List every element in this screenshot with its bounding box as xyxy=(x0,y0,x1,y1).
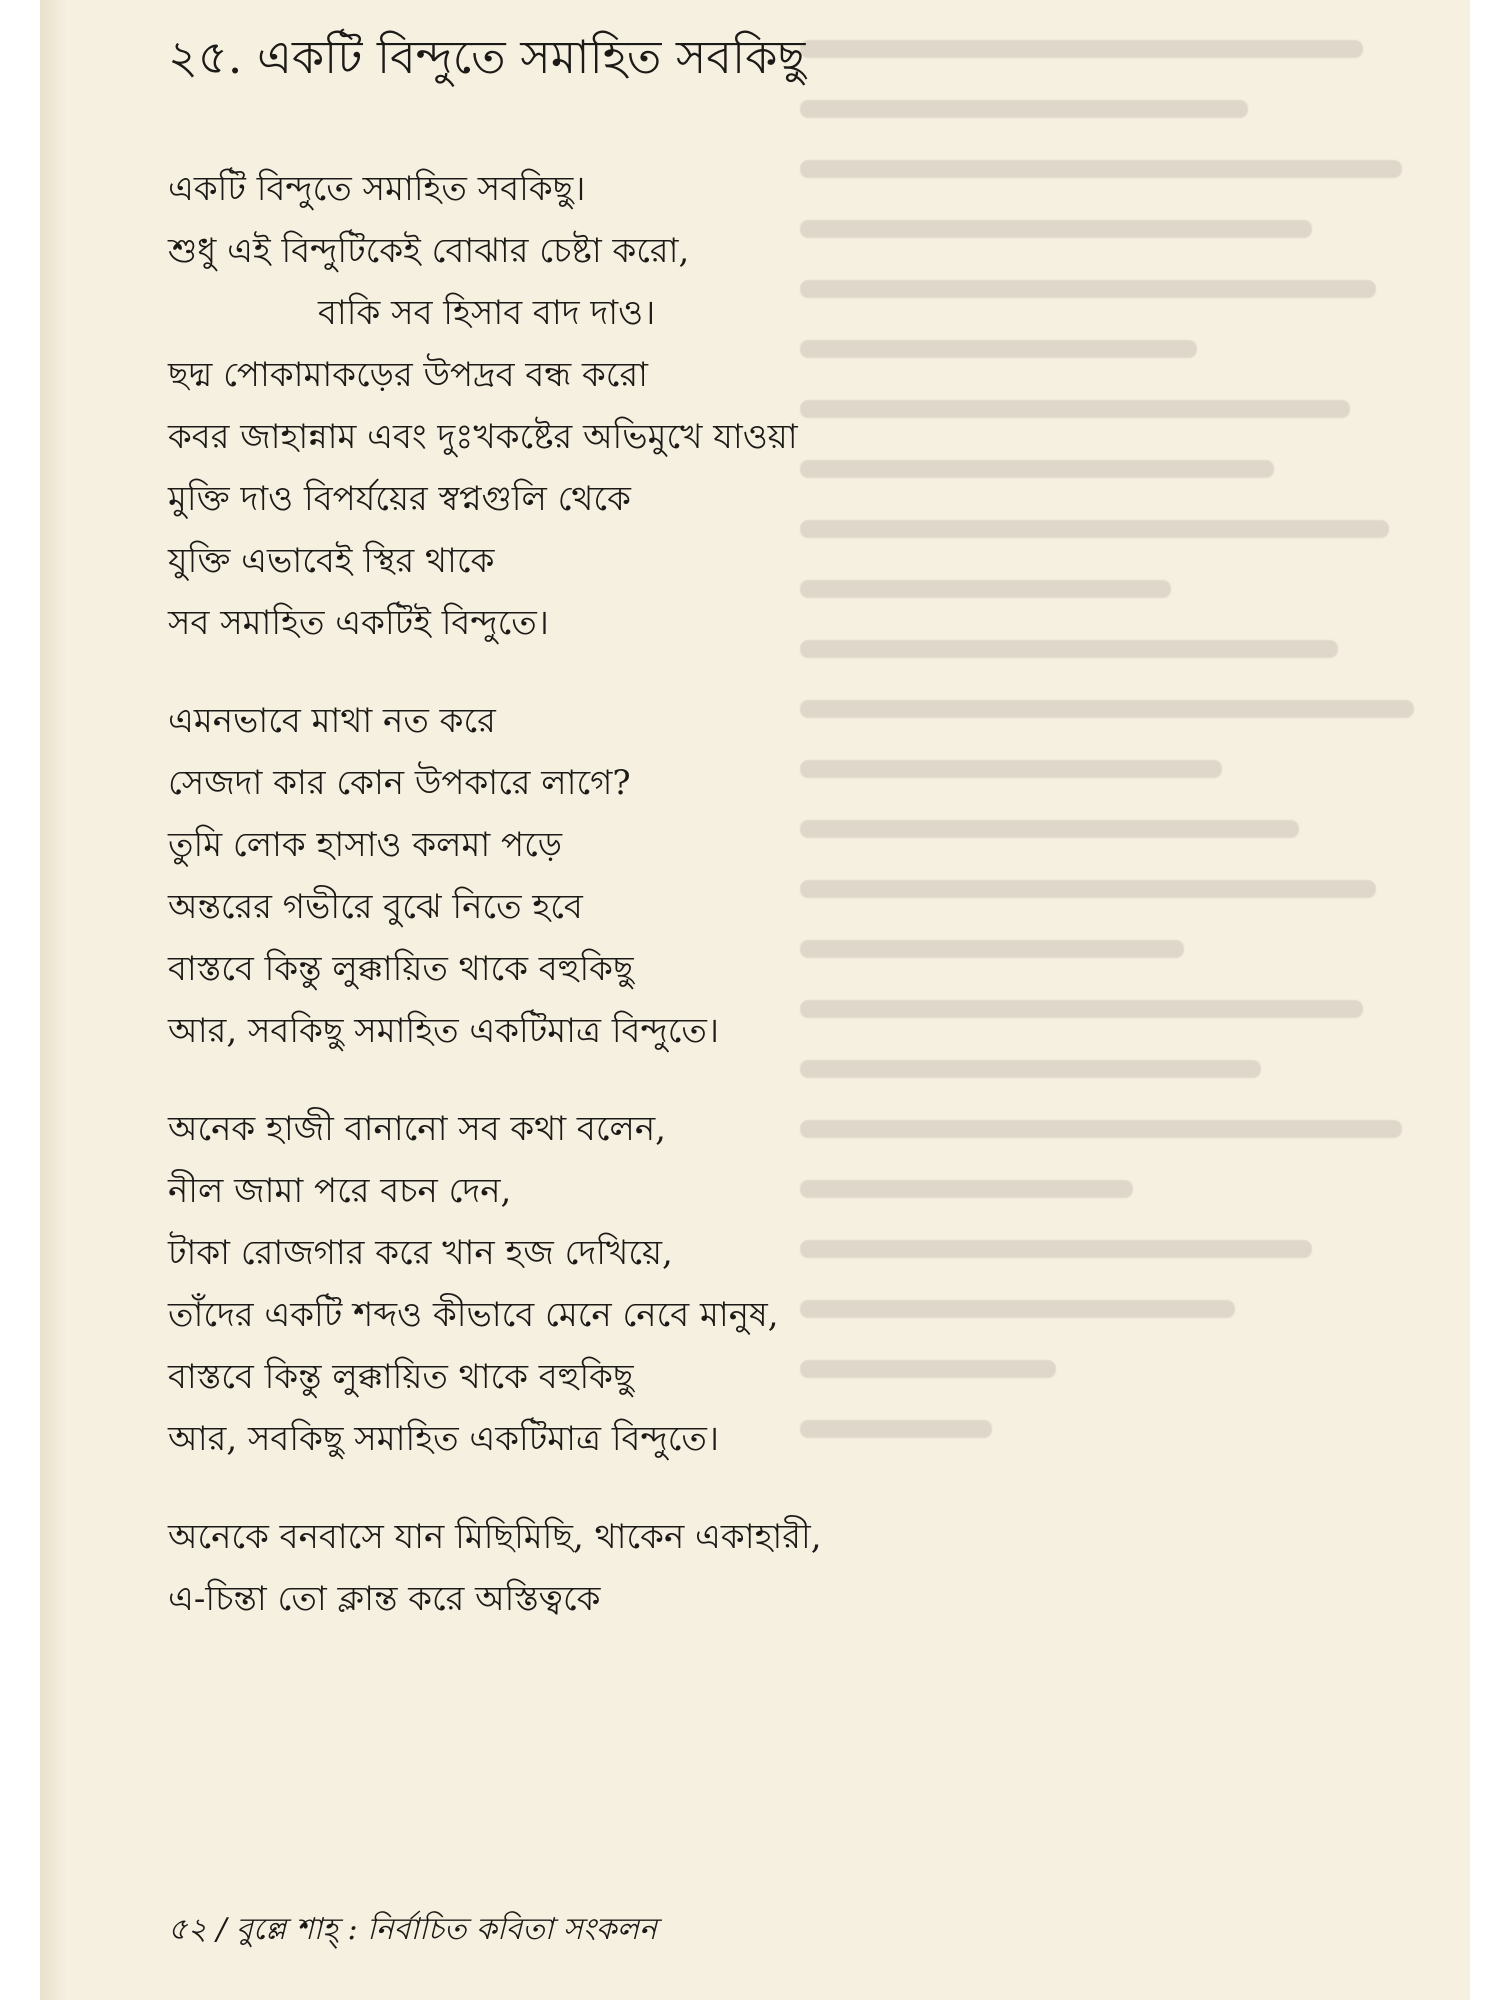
poem-line-indented: বাকি সব হিসাব বাদ দাও। xyxy=(318,293,656,333)
poem-line: যুক্তি এভাবেই স্থির থাকে xyxy=(168,541,495,581)
poem-line: আর, সবকিছু সমাহিত একটিমাত্র বিন্দুতে। xyxy=(168,1419,720,1459)
poem-line: ছদ্ম পোকামাকড়ের উপদ্রব বন্ধ করো xyxy=(168,355,649,395)
poem-line: টাকা রোজগার করে খান হজ দেখিয়ে, xyxy=(168,1233,673,1273)
poem-line: আর, সবকিছু সমাহিত একটিমাত্র বিন্দুতে। xyxy=(168,1011,720,1051)
poem-line: কবর জাহান্নাম এবং দুঃখকষ্টের অভিমুখে যাওয়া xyxy=(168,417,798,457)
poem-line: নীল জামা পরে বচন দেন, xyxy=(168,1171,512,1211)
poem-title: ২৫. একটি বিন্দুতে সমাহিত সবকিছু xyxy=(168,30,806,84)
poem-line: বাস্তবে কিন্তু লুক্কায়িত থাকে বহুকিছু xyxy=(168,949,634,989)
poem-line: অনেকে বনবাসে যান মিছিমিছি, থাকেন একাহারী, xyxy=(168,1517,822,1557)
poem-line: তাঁদের একটি শব্দও কীভাবে মেনে নেবে মানুষ, xyxy=(168,1295,779,1335)
page-footer: ৫২ / বুল্লে শাহ্ : নির্বাচিত কবিতা সংকলন xyxy=(168,1912,657,1947)
stanza-3 xyxy=(168,1098,1418,1470)
poem-line: এমনভাবে মাথা নত করে xyxy=(168,701,496,741)
poem-content xyxy=(168,22,1418,1666)
poem-line: সব সমাহিত একটিই বিন্দুতে। xyxy=(168,603,549,643)
stanza-2 xyxy=(168,690,1418,1062)
poem-line: বাস্তবে কিন্তু লুক্কায়িত থাকে বহুকিছু xyxy=(168,1357,634,1397)
book-page xyxy=(40,0,1470,2000)
poem-line: তুমি লোক হাসাও কলমা পড়ে xyxy=(168,825,563,865)
poem-line: অনেক হাজী বানানো সব কথা বলেন, xyxy=(168,1109,666,1149)
poem-line: মুক্তি দাও বিপর্যয়ের স্বপ্নগুলি থেকে xyxy=(168,479,631,519)
poem-line: একটি বিন্দুতে সমাহিত সবকিছু। xyxy=(168,169,586,209)
poem-line: শুধু এই বিন্দুটিকেই বোঝার চেষ্টা করো, xyxy=(168,231,690,271)
stanza-1 xyxy=(168,158,1418,654)
poem-line: অন্তরের গভীরে বুঝে নিতে হবে xyxy=(168,887,583,927)
stanza-4 xyxy=(168,1506,1418,1630)
page-edge-shadow xyxy=(40,0,68,2000)
poem-line: এ-চিন্তা তো ক্লান্ত করে অস্তিত্বকে xyxy=(168,1579,601,1619)
poem-line: সেজদা কার কোন উপকারে লাগে? xyxy=(168,763,631,803)
